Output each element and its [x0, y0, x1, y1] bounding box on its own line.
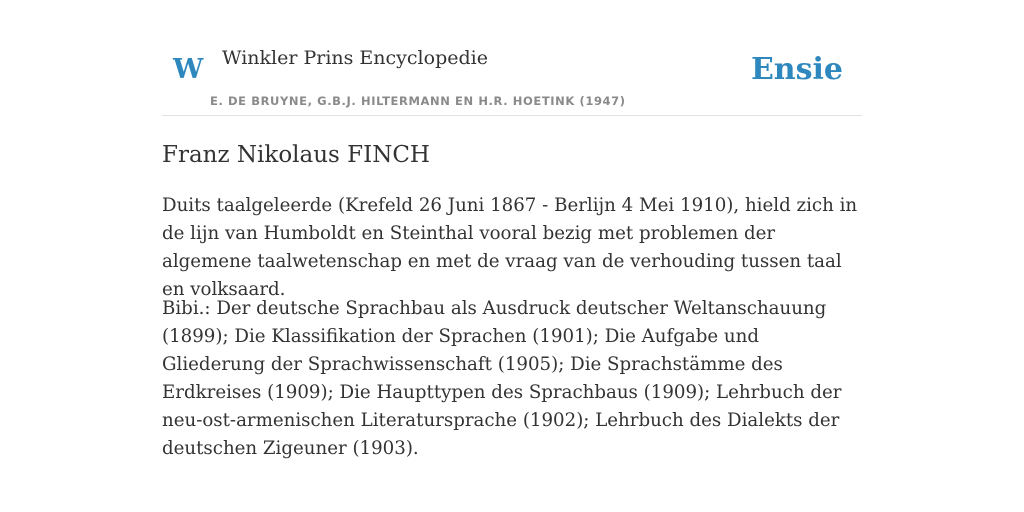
bibliography-paragraph: Bibi.: Der deutsche Sprachbau als Ausdruck deutscher Weltanschauung (1899); Die Klassifikation der Sprachen (1901); Die Aufgabe und Gliederung der Sprachwissenschaft (1905); Die Sprachstämme des Erdkreises (1909); Die Haupttypen des Sprachbaus (1909); Lehrbuch der neu-ost-armenischen Literatursprache (1902); Lehrbuch des Dialekts der deutschen Zigeuner (1903).	[162, 298, 842, 459]
source-title[interactable]: Winkler Prins Encyclopedie	[222, 47, 488, 69]
article-page	[162, 0, 862, 459]
winkler-prins-logo[interactable]: W	[173, 54, 204, 85]
source-header	[162, 0, 862, 116]
article-paragraph: Duits taalgeleerde (Krefeld 26 Juni 1867 - Berlijn 4 Mei 1910), hield zich in de lijn van Humboldt en Steinthal vooral bezig met problemen der algemene taalwetenschap en met de vraag van de verhouding tussen taal en volksaard.	[162, 195, 858, 300]
ensie-logo[interactable]: Ensie	[750, 52, 843, 87]
source-authors: E. DE BRUYNE, G.B.J. HILTERMANN EN H.R. HOETINK (1947)	[210, 94, 626, 108]
article-title: Franz Nikolaus FINCH	[162, 142, 430, 168]
